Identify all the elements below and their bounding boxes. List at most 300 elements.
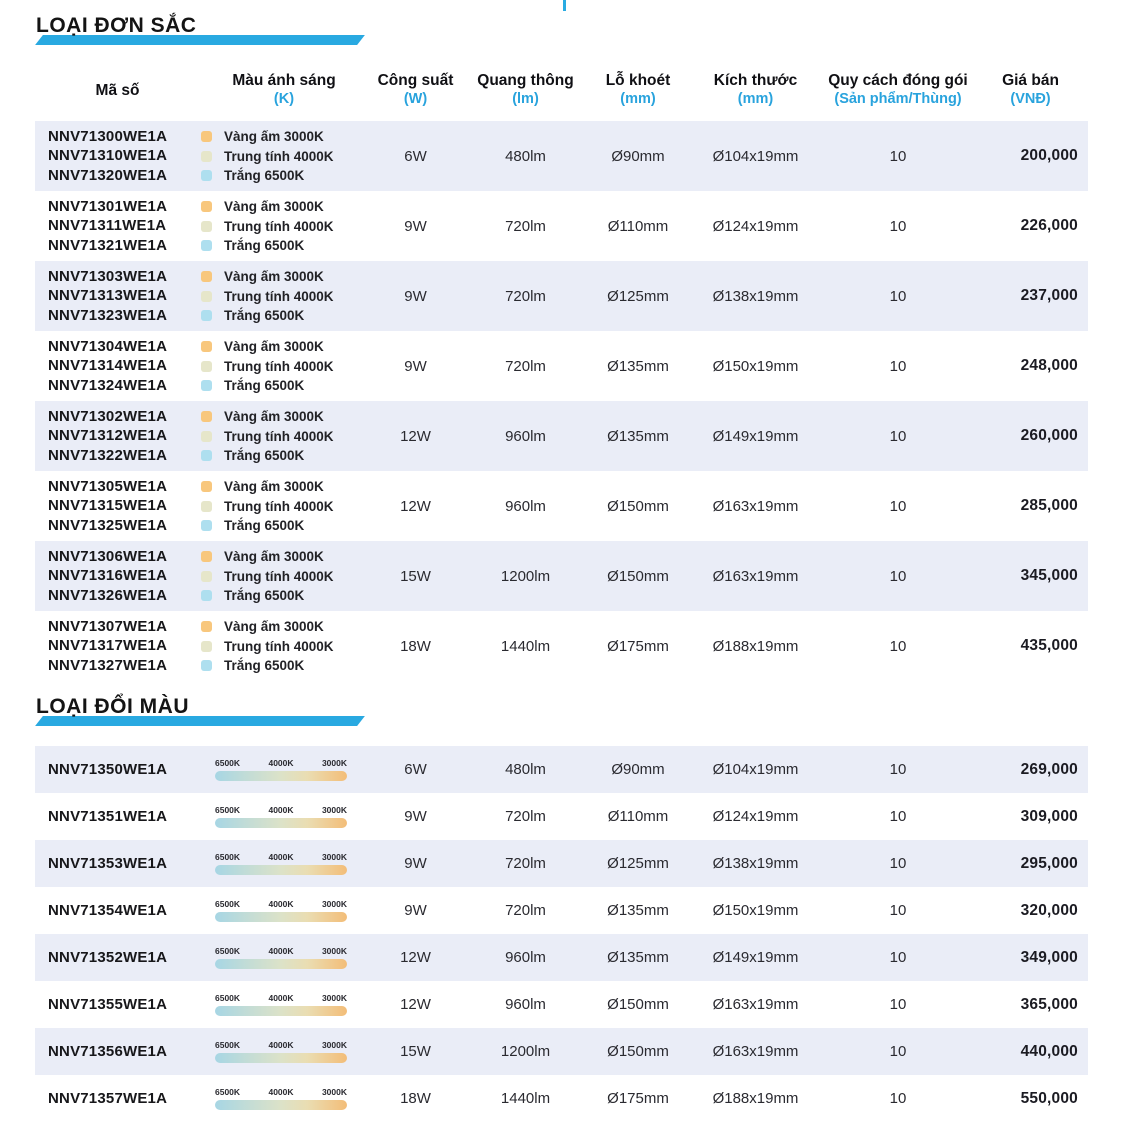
- product-code: NNV71325WE1A: [48, 516, 168, 534]
- product-codes-cell: [35, 127, 200, 186]
- power-cell: 12W: [400, 949, 431, 966]
- section-gap: [35, 730, 1088, 746]
- table-row: [35, 401, 1088, 471]
- flux-cell: 960lm: [505, 497, 546, 515]
- flux-cell: 480lm: [505, 147, 546, 165]
- price-cell: 248,000: [1020, 357, 1078, 374]
- power-cell: 15W: [400, 567, 431, 585]
- size-cell: Ø163x19mm: [712, 1043, 799, 1060]
- color-swatch-icon: [201, 310, 212, 321]
- power-cell: 9W: [404, 808, 427, 825]
- column-header-unit: (Sản phẩm/Thùng): [834, 91, 962, 107]
- product-code: NNV71355WE1A: [48, 996, 168, 1013]
- hole-cell: Ø90mm: [611, 761, 665, 778]
- price-cell: 365,000: [1020, 995, 1078, 1013]
- legend-line: [201, 496, 368, 516]
- gradient-label: 3000K: [321, 899, 347, 909]
- table-row: [35, 471, 1088, 541]
- gradient-label: 6500K: [215, 899, 241, 909]
- product-codes-cell: [35, 547, 200, 606]
- light-color-legend: [200, 197, 368, 256]
- color-swatch-icon: [201, 660, 212, 671]
- product-codes-cell: [35, 949, 200, 966]
- price-cell: 345,000: [1020, 567, 1078, 584]
- product-code: NNV71357WE1A: [48, 1090, 168, 1107]
- legend-line: [201, 127, 368, 147]
- size-cell: Ø149x19mm: [712, 949, 799, 966]
- light-color-legend: [200, 127, 368, 186]
- product-code: NNV71323WE1A: [48, 306, 168, 324]
- gradient-label: 4000K: [268, 805, 294, 815]
- color-swatch-icon: [201, 131, 212, 142]
- product-codes-cell: [35, 1043, 200, 1060]
- pack-cell: 10: [889, 567, 907, 585]
- product-code: NNV71350WE1A: [48, 761, 168, 778]
- product-code: NNV71307WE1A: [48, 617, 168, 635]
- legend-label: Trắng 6500K: [224, 518, 305, 533]
- column-header: [463, 71, 588, 109]
- legend-label: Trung tính 4000K: [224, 288, 334, 304]
- table-row: [35, 331, 1088, 401]
- size-cell: Ø149x19mm: [712, 427, 799, 445]
- color-swatch-icon: [201, 411, 212, 422]
- color-swatch-icon: [201, 450, 212, 461]
- pack-cell: 10: [889, 497, 907, 515]
- color-swatch-icon: [201, 240, 212, 251]
- gradient-labels: [215, 758, 347, 768]
- legend-line: [201, 547, 368, 567]
- mono-rows-container: [35, 121, 1088, 681]
- table-row: [35, 746, 1088, 793]
- price-cell: 550,000: [1020, 1089, 1078, 1107]
- color-swatch-icon: [201, 380, 212, 391]
- product-code: NNV71310WE1A: [48, 147, 168, 165]
- light-color-legend: [200, 337, 368, 396]
- legend-label: Vàng ấm 3000K: [224, 549, 324, 564]
- hole-cell: Ø150mm: [607, 567, 669, 585]
- table-row: [35, 611, 1088, 681]
- product-code: NNV71314WE1A: [48, 357, 168, 375]
- legend-label: Vàng ấm 3000K: [224, 409, 324, 424]
- column-header: [973, 71, 1088, 109]
- power-cell: 6W: [404, 761, 427, 778]
- gradient-label: 6500K: [215, 993, 241, 1003]
- column-header-unit: (VNĐ): [1010, 91, 1051, 107]
- legend-label: Trắng 6500K: [224, 448, 305, 463]
- gradient-label: 6500K: [215, 805, 241, 815]
- legend-line: [201, 197, 368, 217]
- product-codes-cell: [35, 808, 200, 825]
- product-code: NNV71316WE1A: [48, 567, 168, 585]
- size-cell: Ø124x19mm: [712, 808, 799, 825]
- color-swatch-icon: [201, 621, 212, 632]
- column-header-unit: (K): [273, 91, 295, 107]
- power-cell: 9W: [404, 217, 427, 235]
- gradient-bar-icon: [215, 771, 347, 781]
- gradient-label: 6500K: [215, 946, 241, 956]
- gradient-label: 3000K: [321, 946, 347, 956]
- pack-cell: 10: [889, 147, 907, 165]
- gradient-bar-icon: [215, 912, 347, 922]
- table-row: [35, 121, 1088, 191]
- product-codes-cell: [35, 617, 200, 676]
- gradient-label: 6500K: [215, 1087, 241, 1097]
- color-swatch-icon: [201, 590, 212, 601]
- color-swatch-icon: [201, 361, 212, 372]
- power-cell: 9W: [404, 287, 427, 305]
- flux-cell: 960lm: [505, 427, 546, 445]
- legend-line: [201, 407, 368, 427]
- price-cell: 295,000: [1020, 854, 1078, 872]
- legend-line: [201, 586, 368, 606]
- color-temperature-gradient: [200, 758, 368, 781]
- gradient-label: 3000K: [321, 852, 347, 862]
- hole-cell: Ø110mm: [607, 808, 669, 825]
- column-header: [200, 71, 368, 109]
- column-header: [588, 71, 688, 109]
- table-header-row: [35, 63, 1088, 121]
- column-header-label: Giá bán: [1002, 72, 1059, 89]
- power-cell: 9W: [404, 357, 427, 375]
- product-code: NNV71321WE1A: [48, 236, 168, 254]
- product-code: NNV71302WE1A: [48, 407, 168, 425]
- power-cell: 12W: [400, 996, 431, 1013]
- power-cell: 9W: [404, 902, 427, 919]
- gradient-labels: [215, 1087, 347, 1097]
- table-row: [35, 191, 1088, 261]
- legend-label: Vàng ấm 3000K: [224, 619, 324, 634]
- flux-cell: 960lm: [505, 949, 546, 966]
- power-cell: 9W: [404, 855, 427, 872]
- gradient-bar-icon: [215, 1006, 347, 1016]
- color-temperature-gradient: [200, 899, 368, 922]
- pack-cell: 10: [889, 761, 907, 778]
- color-swatch-icon: [201, 551, 212, 562]
- pack-cell: 10: [889, 949, 907, 966]
- pack-cell: 10: [889, 855, 907, 872]
- product-codes-cell: [35, 477, 200, 536]
- gradient-label: 4000K: [268, 758, 294, 768]
- flux-cell: 720lm: [505, 902, 546, 919]
- table-row: [35, 934, 1088, 981]
- color-temperature-gradient: [200, 852, 368, 875]
- product-codes-cell: [35, 407, 200, 466]
- legend-line: [201, 656, 368, 676]
- color-swatch-icon: [201, 221, 212, 232]
- legend-line: [201, 446, 368, 466]
- flux-cell: 960lm: [505, 996, 546, 1013]
- size-cell: Ø163x19mm: [712, 996, 799, 1013]
- legend-label: Trắng 6500K: [224, 588, 305, 603]
- column-header-label: Công suất: [377, 72, 454, 89]
- product-code: NNV71326WE1A: [48, 586, 168, 604]
- power-cell: 12W: [400, 497, 431, 515]
- gradient-labels: [215, 805, 347, 815]
- legend-line: [201, 636, 368, 656]
- legend-label: Trắng 6500K: [224, 378, 305, 393]
- color-temperature-gradient: [200, 1087, 368, 1110]
- gradient-bar-icon: [215, 865, 347, 875]
- product-code: NNV71317WE1A: [48, 637, 168, 655]
- legend-line: [201, 166, 368, 186]
- legend-line: [201, 337, 368, 357]
- legend-label: Trắng 6500K: [224, 308, 305, 323]
- pack-cell: 10: [889, 357, 907, 375]
- size-cell: Ø188x19mm: [712, 637, 799, 655]
- gradient-label: 3000K: [321, 758, 347, 768]
- table-row: [35, 541, 1088, 611]
- hole-cell: Ø135mm: [607, 949, 669, 966]
- power-cell: 12W: [400, 427, 431, 445]
- gradient-bar-icon: [215, 959, 347, 969]
- gradient-label: 3000K: [321, 805, 347, 815]
- legend-label: Vàng ấm 3000K: [224, 129, 324, 144]
- product-codes-cell: [35, 337, 200, 396]
- column-header-label: Kích thước: [713, 72, 798, 89]
- table-row: [35, 261, 1088, 331]
- product-code: NNV71320WE1A: [48, 166, 168, 184]
- light-color-legend: [200, 617, 368, 676]
- gradient-bar-icon: [215, 1053, 347, 1063]
- price-cell: 320,000: [1020, 901, 1078, 919]
- price-cell: 237,000: [1020, 287, 1078, 304]
- pack-cell: 10: [889, 1043, 907, 1060]
- gradient-label: 3000K: [321, 1040, 347, 1050]
- legend-label: Trung tính 4000K: [224, 428, 334, 444]
- legend-line: [201, 566, 368, 586]
- product-code: NNV71306WE1A: [48, 547, 168, 565]
- legend-label: Trung tính 4000K: [224, 218, 334, 234]
- size-cell: Ø104x19mm: [712, 147, 799, 165]
- flux-cell: 480lm: [505, 761, 546, 778]
- color-change-rows-container: [35, 746, 1088, 1122]
- color-swatch-icon: [201, 431, 212, 442]
- product-code: NNV71300WE1A: [48, 127, 168, 145]
- gradient-label: 6500K: [215, 758, 241, 768]
- legend-line: [201, 216, 368, 236]
- color-swatch-icon: [201, 520, 212, 531]
- size-cell: Ø150x19mm: [712, 902, 799, 919]
- flux-cell: 1200lm: [500, 567, 551, 585]
- column-header-label: Lỗ khoét: [605, 72, 671, 89]
- product-code: NNV71352WE1A: [48, 949, 168, 966]
- light-color-legend: [200, 547, 368, 606]
- gradient-labels: [215, 899, 347, 909]
- pack-cell: 10: [889, 637, 907, 655]
- gradient-label: 4000K: [268, 993, 294, 1003]
- gradient-bar-icon: [215, 818, 347, 828]
- product-code: NNV71322WE1A: [48, 446, 168, 464]
- size-cell: Ø163x19mm: [712, 567, 799, 585]
- light-color-legend: [200, 407, 368, 466]
- column-header-label: Mã số: [95, 81, 140, 99]
- gradient-label: 4000K: [268, 899, 294, 909]
- flux-cell: 1440lm: [500, 637, 551, 655]
- gradient-bar-icon: [215, 1100, 347, 1110]
- color-swatch-icon: [201, 271, 212, 282]
- flux-cell: 720lm: [505, 357, 546, 375]
- color-swatch-icon: [201, 170, 212, 181]
- product-codes-cell: [35, 761, 200, 778]
- price-cell: 349,000: [1020, 948, 1078, 966]
- light-color-legend: [200, 267, 368, 326]
- table-row: [35, 1075, 1088, 1122]
- power-cell: 6W: [404, 147, 427, 165]
- flux-cell: 720lm: [505, 217, 546, 235]
- flux-cell: 1200lm: [500, 1043, 551, 1060]
- size-cell: Ø150x19mm: [712, 357, 799, 375]
- legend-label: Trắng 6500K: [224, 168, 305, 183]
- hole-cell: Ø135mm: [607, 357, 669, 375]
- product-code: NNV71305WE1A: [48, 477, 168, 495]
- power-cell: 18W: [400, 1090, 431, 1107]
- legend-line: [201, 356, 368, 376]
- product-code: NNV71354WE1A: [48, 902, 168, 919]
- price-cell: 440,000: [1020, 1042, 1078, 1060]
- column-header: [368, 71, 463, 109]
- legend-label: Vàng ấm 3000K: [224, 479, 324, 494]
- pack-cell: 10: [889, 217, 907, 235]
- hole-cell: Ø125mm: [607, 287, 669, 305]
- column-header-unit: (W): [403, 91, 428, 107]
- section-color-change-title: LOẠI ĐỔI MÀU: [36, 695, 189, 718]
- product-code: NNV71351WE1A: [48, 808, 168, 825]
- legend-line: [201, 426, 368, 446]
- color-temperature-gradient: [200, 946, 368, 969]
- legend-label: Trung tính 4000K: [224, 638, 334, 654]
- color-swatch-icon: [201, 501, 212, 512]
- hole-cell: Ø135mm: [607, 902, 669, 919]
- legend-label: Trắng 6500K: [224, 238, 305, 253]
- hole-cell: Ø90mm: [611, 147, 665, 165]
- size-cell: Ø138x19mm: [712, 855, 799, 872]
- legend-line: [201, 267, 368, 287]
- pack-cell: 10: [889, 287, 907, 305]
- product-codes-cell: [35, 902, 200, 919]
- size-cell: Ø163x19mm: [712, 497, 799, 515]
- gradient-label: 4000K: [268, 1087, 294, 1097]
- product-code: NNV71324WE1A: [48, 376, 168, 394]
- legend-label: Trung tính 4000K: [224, 498, 334, 514]
- product-codes-cell: [35, 1090, 200, 1107]
- color-swatch-icon: [201, 201, 212, 212]
- hole-cell: Ø175mm: [607, 637, 669, 655]
- price-cell: 226,000: [1020, 217, 1078, 234]
- legend-line: [201, 376, 368, 396]
- section-mono-title-block: [35, 14, 371, 45]
- flux-cell: 720lm: [505, 287, 546, 305]
- product-code: NNV71304WE1A: [48, 337, 168, 355]
- legend-label: Trung tính 4000K: [224, 568, 334, 584]
- size-cell: Ø188x19mm: [712, 1090, 799, 1107]
- column-header-unit: (mm): [737, 91, 774, 107]
- legend-line: [201, 306, 368, 326]
- gradient-labels: [215, 946, 347, 956]
- color-swatch-icon: [201, 291, 212, 302]
- product-code: NNV71315WE1A: [48, 497, 168, 515]
- color-swatch-icon: [201, 571, 212, 582]
- column-header-label: Quy cách đóng gói: [828, 72, 968, 89]
- legend-line: [201, 146, 368, 166]
- size-cell: Ø104x19mm: [712, 761, 799, 778]
- column-header-label: Quang thông: [477, 72, 574, 89]
- column-header: [35, 81, 200, 100]
- table-row: [35, 840, 1088, 887]
- hole-cell: Ø135mm: [607, 427, 669, 445]
- pack-cell: 10: [889, 996, 907, 1013]
- legend-line: [201, 236, 368, 256]
- legend-line: [201, 477, 368, 497]
- price-cell: 260,000: [1020, 427, 1078, 444]
- column-header: [823, 71, 973, 109]
- section-mono-title: LOẠI ĐƠN SẮC: [36, 14, 197, 37]
- product-code: NNV71303WE1A: [48, 267, 168, 285]
- legend-label: Trung tính 4000K: [224, 358, 334, 374]
- color-swatch-icon: [201, 641, 212, 652]
- product-codes-cell: [35, 855, 200, 872]
- table-row: [35, 793, 1088, 840]
- product-code: NNV71356WE1A: [48, 1043, 168, 1060]
- pack-cell: 10: [889, 808, 907, 825]
- gradient-label: 4000K: [268, 1040, 294, 1050]
- hole-cell: Ø150mm: [607, 1043, 669, 1060]
- product-code: NNV71311WE1A: [48, 217, 167, 235]
- power-cell: 18W: [400, 637, 431, 655]
- size-cell: Ø138x19mm: [712, 287, 799, 305]
- hole-cell: Ø125mm: [607, 855, 669, 872]
- color-swatch-icon: [201, 341, 212, 352]
- section-color-change-title-block: [35, 695, 371, 726]
- gradient-label: 6500K: [215, 1040, 241, 1050]
- legend-label: Trắng 6500K: [224, 658, 305, 673]
- legend-line: [201, 516, 368, 536]
- page-top-tick: [563, 0, 566, 11]
- legend-label: Vàng ấm 3000K: [224, 339, 324, 354]
- pack-cell: 10: [889, 427, 907, 445]
- price-cell: 435,000: [1020, 637, 1078, 654]
- gradient-labels: [215, 852, 347, 862]
- price-cell: 269,000: [1020, 760, 1078, 778]
- legend-line: [201, 286, 368, 306]
- price-cell: 200,000: [1020, 147, 1078, 164]
- legend-line: [201, 617, 368, 637]
- hole-cell: Ø175mm: [607, 1090, 669, 1107]
- column-header-unit: (mm): [620, 91, 656, 107]
- table-row: [35, 887, 1088, 934]
- hole-cell: Ø150mm: [607, 497, 669, 515]
- product-code: NNV71327WE1A: [48, 656, 168, 674]
- flux-cell: 720lm: [505, 855, 546, 872]
- product-code: NNV71301WE1A: [48, 197, 168, 215]
- product-codes-cell: [35, 197, 200, 256]
- table-row: [35, 1028, 1088, 1075]
- legend-label: Vàng ấm 3000K: [224, 269, 324, 284]
- legend-label: Vàng ấm 3000K: [224, 199, 324, 214]
- product-codes-cell: [35, 996, 200, 1013]
- product-codes-cell: [35, 267, 200, 326]
- gradient-labels: [215, 993, 347, 1003]
- gradient-labels: [215, 1040, 347, 1050]
- flux-cell: 1440lm: [500, 1090, 551, 1107]
- gradient-label: 3000K: [321, 993, 347, 1003]
- size-cell: Ø124x19mm: [712, 217, 799, 235]
- flux-cell: 720lm: [505, 808, 546, 825]
- gradient-label: 4000K: [268, 946, 294, 956]
- hole-cell: Ø150mm: [607, 996, 669, 1013]
- legend-label: Trung tính 4000K: [224, 148, 334, 164]
- light-color-legend: [200, 477, 368, 536]
- column-header-unit: (lm): [512, 91, 539, 107]
